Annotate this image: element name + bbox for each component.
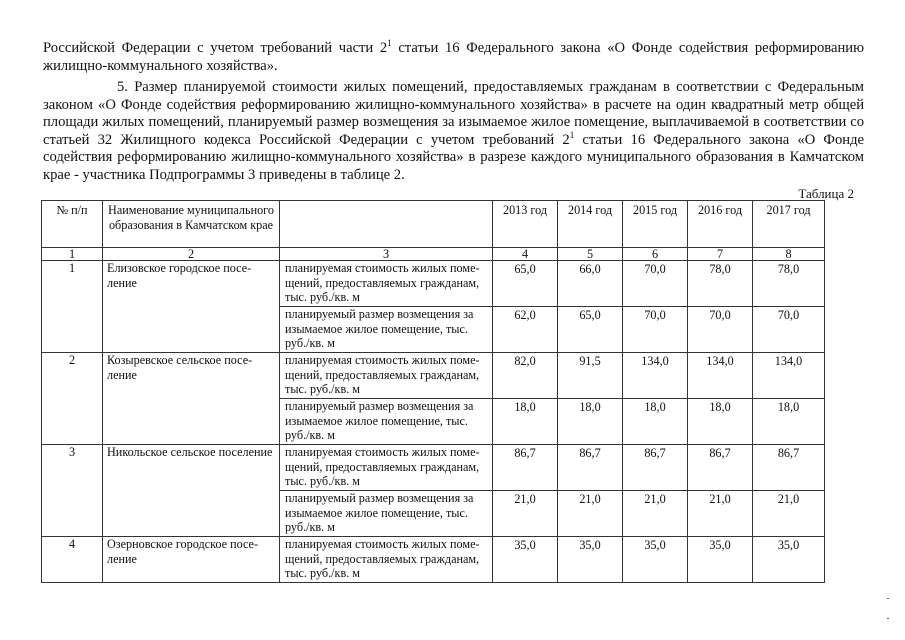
value-cell: 21,0: [558, 491, 623, 537]
header-municipality: Наименование муниципального образования в Камчатском крае: [103, 201, 280, 248]
column-number: 1: [42, 248, 103, 261]
intro-superscript: 1: [387, 38, 392, 49]
row-number: 4: [42, 537, 103, 583]
scan-speck: [887, 618, 889, 619]
intro-paragraph: [43, 40, 864, 75]
value-cell: 86,7: [753, 445, 825, 491]
table-row: [42, 537, 825, 583]
header-row: [42, 201, 825, 248]
value-cell: 78,0: [753, 261, 825, 307]
value-cell: 18,0: [558, 399, 623, 445]
intro-text-part2: статьи 16 Федерального закона «О Фонде содействия реформированию жилищно-коммунального хозяйства».: [43, 40, 865, 74]
municipality-name: Озерновское городское поселение: [103, 537, 280, 583]
value-cell: 18,0: [753, 399, 825, 445]
value-cell: 70,0: [688, 307, 753, 353]
value-cell: 35,0: [688, 537, 753, 583]
main-text-part2: статьи 16 Федерального закона «О Фонде содействия реформированию жилищно-коммунального хозяйства» в разрезе каждого муниципального образования в Камчатском крае - участника Подпрограммы 3 приведены в таблице 2.: [43, 131, 864, 183]
row-number: 3: [42, 445, 103, 537]
value-cell: 35,0: [753, 537, 825, 583]
value-cell: 66,0: [558, 261, 623, 307]
column-number: 2: [103, 248, 280, 261]
value-cell: 62,0: [493, 307, 558, 353]
value-cell: 134,0: [688, 353, 753, 399]
column-number: 4: [493, 248, 558, 261]
value-cell: 18,0: [623, 399, 688, 445]
value-cell: 70,0: [623, 261, 688, 307]
value-cell: 21,0: [493, 491, 558, 537]
table-row: [42, 261, 825, 307]
indicator-label: планируемая стоимость жилых помещений, предоставляемых гражданам, тыс. руб./кв. м: [280, 353, 493, 399]
value-cell: 65,0: [493, 261, 558, 307]
header-year-2013: 2013 год: [493, 201, 558, 248]
value-cell: 86,7: [623, 445, 688, 491]
header-year-2016: 2016 год: [688, 201, 753, 248]
value-cell: 18,0: [493, 399, 558, 445]
value-cell: 82,0: [493, 353, 558, 399]
municipality-name: Елизовское городское поселение: [103, 261, 280, 353]
indicator-label: планируемая стоимость жилых помещений, предоставляемых гражданам, тыс. руб./кв. м: [280, 261, 493, 307]
indicator-label: планируемый размер возмещения за изымаемое жилое помещение, тыс. руб./кв. м: [280, 399, 493, 445]
value-cell: 21,0: [623, 491, 688, 537]
table-row: [42, 445, 825, 491]
value-cell: 91,5: [558, 353, 623, 399]
value-cell: 78,0: [688, 261, 753, 307]
column-number: 3: [280, 248, 493, 261]
value-cell: 86,7: [688, 445, 753, 491]
column-number-row: [42, 248, 825, 261]
value-cell: 86,7: [493, 445, 558, 491]
column-number: 7: [688, 248, 753, 261]
value-cell: 21,0: [753, 491, 825, 537]
main-text-part1: 5. Размер планируемой стоимости жилых помещений, предоставляемых гражданам в соответствии с Федеральным законом «О Фонде содействия реформированию жилищно-коммунального хозяйства» в расчете на один квадратный метр общей площади жилых помещений, планируемый размер возмещения за изымаемое жилое помещение, выплачиваемой в соответствии со статьей 32 Жилищного кодекса Российской Федерации с учетом требований 2: [43, 79, 864, 148]
table-caption: Таблица 2: [798, 186, 854, 201]
value-cell: 21,0: [688, 491, 753, 537]
header-year-2015: 2015 год: [623, 201, 688, 248]
column-number: 6: [623, 248, 688, 261]
municipality-name: Никольское сельское поселение: [103, 445, 280, 537]
header-year-2014: 2014 год: [558, 201, 623, 248]
row-number: 1: [42, 261, 103, 353]
value-cell: 86,7: [558, 445, 623, 491]
row-number: 2: [42, 353, 103, 445]
table-row: [42, 353, 825, 399]
intro-text-part1: Российской Федерации с учетом требований части 2: [43, 40, 388, 56]
value-cell: 70,0: [623, 307, 688, 353]
value-cell: 70,0: [753, 307, 825, 353]
column-number: 8: [753, 248, 825, 261]
indicator-label: планируемая стоимость жилых помещений, предоставляемых гражданам, тыс. руб./кв. м: [280, 445, 493, 491]
value-cell: 35,0: [558, 537, 623, 583]
value-cell: 134,0: [753, 353, 825, 399]
value-cell: 35,0: [623, 537, 688, 583]
indicator-label: планируемый размер возмещения за изымаемое жилое помещение, тыс. руб./кв. м: [280, 491, 493, 537]
value-cell: 65,0: [558, 307, 623, 353]
column-number: 5: [558, 248, 623, 261]
value-cell: 35,0: [493, 537, 558, 583]
indicator-label: планируемый размер возмещения за изымаемое жилое помещение, тыс. руб./кв. м: [280, 307, 493, 353]
header-year-2017: 2017 год: [753, 201, 825, 248]
value-cell: 134,0: [623, 353, 688, 399]
municipality-name: Козыревское сельское поселение: [103, 353, 280, 445]
header-num: № п/п: [42, 201, 103, 248]
scan-speck: [887, 598, 889, 599]
main-paragraph: [43, 79, 864, 185]
data-table: [41, 200, 825, 583]
header-indicator: [280, 201, 493, 248]
indicator-label: планируемая стоимость жилых помещений, предоставляемых гражданам, тыс. руб./кв. м: [280, 537, 493, 583]
value-cell: 18,0: [688, 399, 753, 445]
main-superscript: 1: [569, 129, 575, 140]
